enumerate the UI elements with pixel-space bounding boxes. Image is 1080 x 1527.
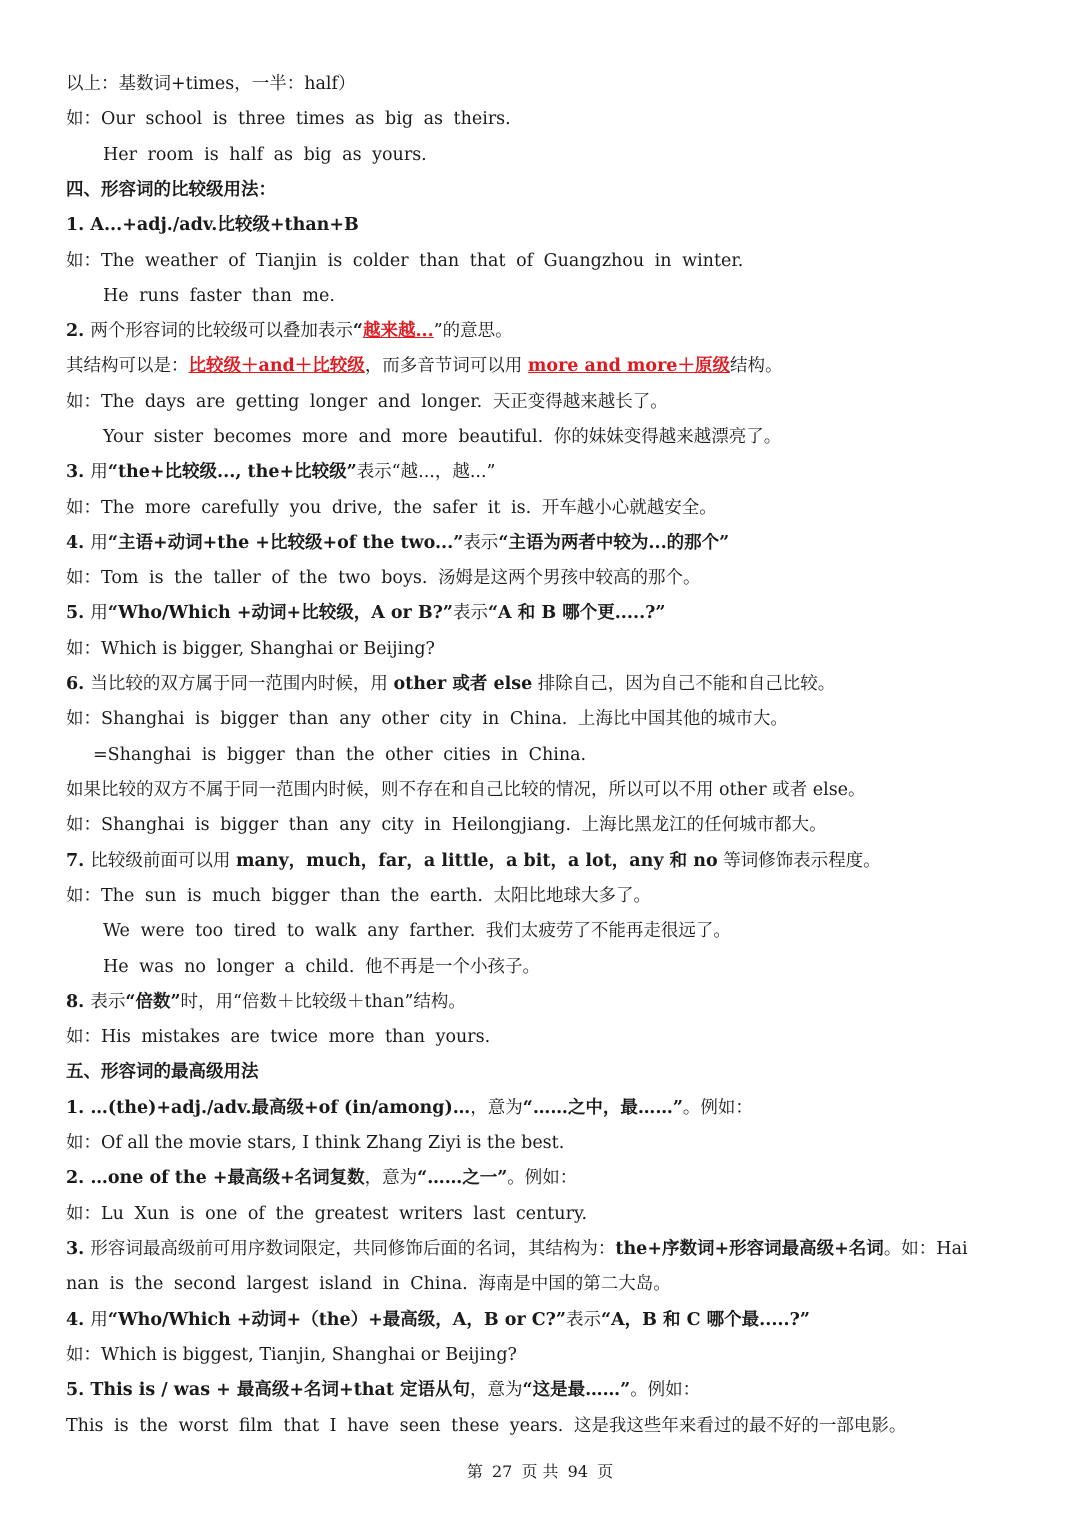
rule-line	[66, 352, 1020, 380]
text-line: 如果比较的双方不属于同一范围内时候，则不存在和自己比较的情况，所以可以不用 other 或者 else。	[66, 780, 866, 800]
rule-formula: …one of the +最高级+名词复数	[90, 1168, 365, 1188]
rule-text: 。如：Hai	[883, 1239, 968, 1259]
rule-number: 2.	[66, 321, 91, 341]
rule-line	[66, 529, 1020, 557]
example-prefix: 如：	[66, 1204, 101, 1224]
rule-text: ，意为	[470, 1098, 523, 1118]
example-prefix: 如：	[66, 1133, 101, 1153]
rule-text: 表示	[90, 992, 126, 1012]
example-continuation: He runs faster than me.	[103, 286, 335, 306]
rule-text: 当比较的双方属于同一范围内时候，用	[90, 674, 394, 694]
rule-meaning: “这是最……”	[522, 1380, 631, 1400]
page-footer	[0, 1460, 1080, 1484]
total-page-count: 94	[567, 1462, 588, 1481]
example-line	[66, 1200, 1020, 1228]
rule-line	[66, 599, 1020, 627]
rule-formula: “主语+动词+the +比较级+of the two...”	[107, 533, 464, 553]
example-text: The more carefully you drive, the safer it is. 开车越小心就越安全。	[101, 498, 717, 518]
rule-number: 3.	[66, 1239, 91, 1259]
example-line	[66, 564, 1020, 592]
example-line	[66, 494, 1020, 522]
rule-line	[66, 1164, 1020, 1192]
rule-text: 。例如：	[682, 1098, 753, 1118]
rule-line	[66, 1306, 1020, 1334]
footer-suffix: 页	[597, 1462, 614, 1481]
rule-formula: This is / was + 最高级+名词+that 定语从句	[90, 1380, 471, 1400]
rule-number: 6.	[66, 674, 91, 694]
example-text: The sun is much bigger than the earth. 太阳比地球大多了。	[101, 886, 651, 906]
rule-line	[66, 1376, 1020, 1404]
text-line: 以上：基数词+times，一半：half）	[66, 74, 356, 94]
rule-text: 其结构可以是：	[66, 356, 189, 376]
rule-number: 4.	[66, 533, 91, 553]
rule-formula: the+序数词+形容词最高级+名词	[615, 1239, 884, 1259]
example-line	[66, 105, 1020, 133]
example-line	[66, 705, 1020, 733]
example-text: Which is bigger, Shanghai or Beijing?	[101, 639, 435, 659]
rule-text: 用	[90, 603, 108, 623]
example-line	[66, 388, 1020, 416]
rule-text: ，意为	[470, 1380, 523, 1400]
example-prefix: 如：	[66, 639, 101, 659]
rule-text: 用	[90, 533, 108, 553]
rule-text: 时，用“倍数＋比较级＋than”结构。	[180, 992, 466, 1012]
example-prefix: 如：	[66, 109, 101, 129]
rule-line	[66, 458, 1020, 486]
rule-line	[66, 1094, 1020, 1122]
example-text: Lu Xun is one of the greatest writers last century.	[101, 1204, 588, 1224]
example-line	[66, 1023, 1020, 1051]
rule-text: 。例如：	[630, 1380, 701, 1400]
rule-line	[66, 988, 1020, 1016]
rule-text: 表示	[566, 1310, 602, 1330]
example-prefix: 如：	[66, 1027, 101, 1047]
rule-text: ”的意思。	[433, 321, 513, 341]
example-continuation: Your sister becomes more and more beautiful. 你的妹妹变得越来越漂亮了。	[103, 427, 782, 447]
rule-keywords: other 或者 else	[393, 674, 533, 694]
example-continuation: =Shanghai is bigger than the other cities in China.	[93, 745, 587, 765]
rule-text: 结构。	[729, 356, 783, 376]
example-prefix: 如：	[66, 709, 101, 729]
rule-text: 。例如：	[507, 1168, 578, 1188]
example-text: His mistakes are twice more than yours.	[101, 1027, 491, 1047]
example-prefix: 如：	[66, 568, 101, 588]
example-continuation: nan is the second largest island in China. 海南是中国的第二大岛。	[66, 1274, 671, 1294]
section-heading: 四、形容词的比较级用法：	[66, 180, 276, 200]
rule-line	[66, 1235, 1020, 1263]
rule-heading: 1. A...+adj./adv.比较级+than+B	[66, 215, 359, 235]
rule-text: ，意为	[364, 1168, 418, 1188]
highlight-text: 越来越...	[362, 321, 434, 341]
rule-number: 5.	[66, 1380, 91, 1400]
example-text: Shanghai is bigger than any city in Heilongjiang. 上海比黑龙江的任何城市都大。	[101, 815, 827, 835]
example-line	[66, 635, 1020, 663]
rule-meaning: “……之中，最……”	[522, 1098, 683, 1118]
rule-line	[66, 670, 1020, 698]
section-heading: 五、形容词的最高级用法	[66, 1062, 259, 1082]
rule-keywords: many，much，far，a little，a bit，a lot，any 和 no	[235, 851, 718, 871]
rule-keywords: “倍数”	[125, 992, 181, 1012]
rule-formula: “the+比较级..., the+比较级”	[107, 462, 357, 482]
example-text: Shanghai is bigger than any other city in China. 上海比中国其他的城市大。	[101, 709, 788, 729]
rule-text: 用	[90, 462, 108, 482]
example-text: Tom is the taller of the two boys. 汤姆是这两个男孩中较高的那个。	[101, 568, 701, 588]
example-line	[66, 247, 1020, 275]
rule-meaning: “主语为两者中较为...的那个”	[498, 533, 730, 553]
example-line	[66, 1129, 1020, 1157]
example-text: Which is biggest, Tianjin, Shanghai or Beijing?	[101, 1345, 517, 1365]
example-continuation: Her room is half as big as yours.	[103, 145, 427, 165]
example-line	[66, 811, 1020, 839]
example-prefix: 如：	[66, 1345, 101, 1365]
example-prefix: 如：	[66, 498, 101, 518]
footer-middle: 页 共	[521, 1462, 559, 1481]
rule-text: 表示“越...，越...”	[356, 462, 496, 482]
example-text: The weather of Tianjin is colder than that of Guangzhou in winter.	[101, 251, 744, 271]
example-line	[66, 1341, 1020, 1369]
example-prefix: 如：	[66, 815, 101, 835]
example-continuation: We were too tired to walk any farther. 我们太疲劳了不能再走很远了。	[103, 921, 731, 941]
current-page-number: 27	[492, 1462, 513, 1481]
rule-formula: “Who/Which +动词+比较级，A or B?”	[107, 603, 453, 623]
rule-text: 排除自己，因为自己不能和自己比较。	[532, 674, 836, 694]
highlight-text: more and more＋原级	[527, 356, 730, 376]
rule-text: 表示	[452, 603, 488, 623]
rule-text: 用	[90, 1310, 108, 1330]
example-prefix: 如：	[66, 251, 101, 271]
rule-text: 等词修饰表示程度。	[717, 851, 881, 871]
rule-number: 2.	[66, 1168, 91, 1188]
example-continuation: He was no longer a child. 他不再是一个小孩子。	[103, 957, 540, 977]
rule-meaning: “A，B 和 C 哪个最.....?”	[601, 1310, 810, 1330]
example-text: The days are getting longer and longer. 天正变得越来越长了。	[101, 392, 668, 412]
rule-text: 表示	[463, 533, 499, 553]
rule-number: 5.	[66, 603, 91, 623]
rule-text: 两个形容词的比较级可以叠加表示	[90, 321, 353, 341]
example-prefix: 如：	[66, 886, 101, 906]
example-line	[66, 882, 1020, 910]
example-prefix: 如：	[66, 392, 101, 412]
highlight-text: 比较级＋and＋比较级	[188, 356, 365, 376]
rule-number: 8.	[66, 992, 91, 1012]
rule-formula: …(the)+adj./adv.最高级+of (in/among)…	[90, 1098, 471, 1118]
rule-text: 形容词最高级前可用序数词限定，共同修饰后面的名词，其结构为：	[90, 1239, 616, 1259]
example-text: Of all the movie stars, I think Zhang Ziyi is the best.	[101, 1133, 565, 1153]
rule-meaning: “A 和 B 哪个更.....?”	[487, 603, 666, 623]
rule-text: 比较级前面可以用	[90, 851, 236, 871]
rule-number: 3.	[66, 462, 91, 482]
rule-number: 4.	[66, 1310, 91, 1330]
rule-number: 7.	[66, 851, 91, 871]
example-text: Our school is three times as big as theirs.	[101, 109, 511, 129]
rule-number: 1.	[66, 1098, 91, 1118]
footer-prefix: 第	[466, 1462, 483, 1481]
rule-line	[66, 847, 1020, 875]
quote-mark: “	[352, 321, 363, 341]
example-continuation: This is the worst film that I have seen these years. 这是我这些年来看过的最不好的一部电影。	[66, 1416, 907, 1436]
rule-meaning: “……之一”	[417, 1168, 508, 1188]
rule-text: ，而多音节词可以用	[364, 356, 528, 376]
rule-formula: “Who/Which +动词+（the）+最高级，A，B or C?”	[107, 1310, 567, 1330]
rule-line	[66, 317, 1020, 345]
